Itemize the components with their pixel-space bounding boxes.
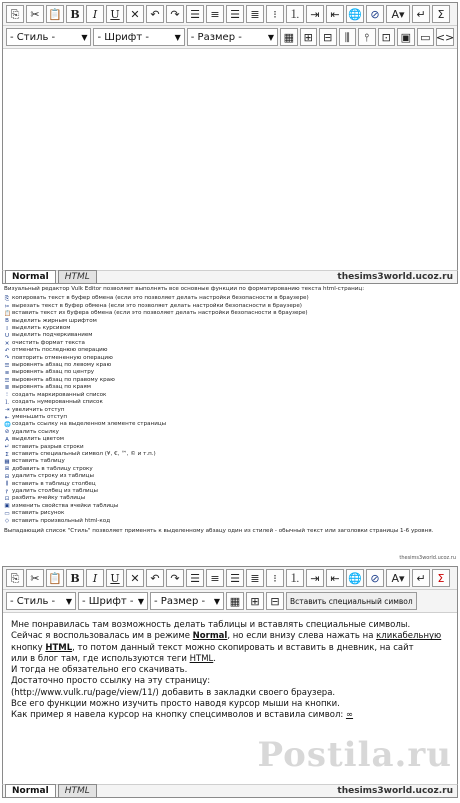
- text-line: кнопку HTML, то потом данный текст можно скопировать и вставить в дневник, на сайт: [11, 642, 414, 653]
- feature-item: [4, 340, 456, 347]
- size-select[interactable]: [150, 592, 224, 610]
- feature-label: отменить последнюю операцию: [12, 347, 108, 354]
- feature-item: [4, 421, 456, 428]
- cut-icon[interactable]: ✂: [26, 569, 44, 587]
- feature-label: выровнять абзац по краям: [12, 384, 92, 391]
- italic-button[interactable]: I: [86, 569, 104, 587]
- table-icon[interactable]: ▦: [280, 28, 298, 46]
- help-intro: Визуальный редактор Vulk Editor позволяет выполнять все основные функции по форматированию текста html-страниц:: [4, 286, 365, 292]
- chevron-down-icon: ▼: [267, 32, 275, 42]
- feature-item: [4, 384, 456, 391]
- underlined-word: кликабельную: [376, 631, 442, 642]
- text-line: И тогда не обязательно его скачивать.: [11, 665, 188, 676]
- bullet-list-icon[interactable]: ⁝: [266, 569, 284, 587]
- font-select-value: - Шрифт -: [97, 31, 149, 43]
- numbered-list-icon[interactable]: ⒈: [286, 569, 304, 587]
- redo-icon[interactable]: ↷: [166, 569, 184, 587]
- chevron-down-icon: ▼: [137, 596, 144, 606]
- undo-icon[interactable]: ↶: [146, 569, 164, 587]
- feature-icon: 🌐: [4, 422, 11, 429]
- feature-icon: ↵: [4, 444, 10, 451]
- feature-item: [4, 510, 456, 517]
- indent-icon[interactable]: ⇥: [306, 5, 324, 23]
- image-icon[interactable]: ▭: [417, 28, 435, 46]
- chevron-down-icon: ▼: [81, 32, 88, 42]
- cut-icon[interactable]: ✂: [26, 5, 44, 23]
- background-watermark: Postila.ru: [257, 735, 452, 775]
- feature-item: [4, 369, 456, 376]
- feature-icon: ⇥: [4, 407, 10, 414]
- align-center-icon[interactable]: ≡: [206, 569, 224, 587]
- italic-button[interactable]: I: [86, 5, 104, 23]
- feature-item: [4, 355, 456, 362]
- keyword-normal: Normal: [192, 631, 228, 642]
- feature-label: вставить произвольный html-код: [12, 517, 111, 524]
- feature-icon: I: [6, 325, 8, 332]
- feature-item: [4, 444, 456, 451]
- feature-label: изменить свойства ячейки таблицы: [12, 502, 119, 509]
- feature-icon: ⊟: [4, 473, 10, 480]
- text-line: Как пример я навела курсор на кнопку спецсимволов и вставила символ: ∞: [11, 710, 354, 721]
- feature-item: [4, 495, 456, 502]
- feature-icon: ⊡: [4, 496, 10, 503]
- feature-item: [4, 414, 456, 421]
- feature-item: [4, 392, 456, 399]
- feature-label: увеличить отступ: [12, 406, 65, 413]
- feature-icon: ⊞: [4, 466, 10, 473]
- feature-icon: ✕: [4, 340, 10, 347]
- font-select-value: - Шрифт -: [82, 595, 134, 607]
- feature-item: [4, 458, 456, 465]
- font-select[interactable]: [93, 28, 184, 46]
- feature-item: [4, 451, 456, 458]
- feature-icon: ◇: [4, 518, 10, 525]
- unlink-icon[interactable]: ⊘: [366, 569, 384, 587]
- bullet-list-icon[interactable]: ⁝: [266, 5, 284, 23]
- feature-item: [4, 436, 456, 443]
- text-line: Все его функции можно изучить просто наводя курсор мыши на кнопки.: [11, 699, 340, 710]
- toolbar-row-2: [3, 26, 457, 49]
- feature-label: вырезать текст в буфер обмена (если это позволяет делать настройки безопасности в браузере): [12, 302, 302, 309]
- style-select-value: - Стиль -: [10, 31, 56, 43]
- feature-icon: Σ: [5, 451, 9, 458]
- indent-icon[interactable]: ⇥: [306, 569, 324, 587]
- feature-item: [4, 362, 456, 369]
- feature-icon: ⁝: [6, 392, 8, 399]
- feature-icon: A: [5, 436, 9, 443]
- size-select-value: - Размер -: [154, 595, 206, 607]
- justify-icon[interactable]: ≣: [246, 569, 264, 587]
- style-select[interactable]: [6, 28, 91, 46]
- feature-item: [4, 518, 456, 525]
- feature-label: выровнять абзац по левому краю: [12, 362, 112, 369]
- clear-format-icon[interactable]: ✕: [126, 569, 144, 587]
- toolbar-row-1: [3, 3, 457, 26]
- feature-label: уменьшить отступ: [12, 413, 67, 420]
- text-line: (http://www.vulk.ru/page/view/11/) добавить в закладки своего браузера.: [11, 687, 336, 698]
- feature-label: вставить рисунок: [12, 510, 65, 517]
- add-row-icon[interactable]: ⊞: [246, 592, 264, 610]
- text-line: Мне понравилась там возможность делать таблицы и вставлять специальные символы.: [11, 620, 411, 630]
- font-select[interactable]: [78, 592, 148, 610]
- feature-icon: ▭: [4, 510, 10, 517]
- tab-html[interactable]: HTML: [58, 270, 97, 283]
- editor-top: [2, 2, 458, 270]
- html-code-icon[interactable]: <>: [436, 28, 454, 46]
- feature-item: [4, 318, 456, 325]
- help-section: [4, 286, 456, 535]
- feature-label: выделить цветом: [12, 436, 65, 443]
- feature-icon: ☰: [4, 377, 10, 384]
- redo-icon[interactable]: ↷: [166, 5, 184, 23]
- feature-label: выровнять абзац по правому краю: [12, 376, 115, 383]
- undo-icon[interactable]: ↶: [146, 5, 164, 23]
- bold-button[interactable]: B: [66, 5, 84, 23]
- feature-icon: U: [4, 333, 10, 340]
- align-left-icon[interactable]: ☰: [186, 569, 204, 587]
- link-icon[interactable]: 🌐: [346, 5, 364, 23]
- add-column-icon[interactable]: ⫼: [339, 28, 357, 46]
- feature-label: вставить в таблицу столбец: [12, 480, 96, 487]
- feature-label: вставить текст из буфера обмена (если это позволяет делать настройки безопасности в браузере): [12, 310, 308, 317]
- feature-item: [4, 503, 456, 510]
- help-outro: Выпадающий список "Стиль" позволяет применять к выделенному абзацу один из стилей - обычный текст или заголовки страницы 1-6 уровня.: [4, 528, 434, 534]
- special-char-tooltip: Вставить специальный символ: [286, 592, 417, 610]
- text-color-icon[interactable]: A▾: [386, 569, 410, 587]
- feature-icon: ↶: [4, 347, 10, 354]
- text-line: Сейчас я воспользовалась им в режиме Normal, но если внизу слева нажать на кликабельную: [11, 631, 442, 642]
- feature-item: [4, 377, 456, 384]
- feature-icon: ⊘: [4, 429, 10, 436]
- feature-icon: ✂: [4, 303, 10, 310]
- style-select-value: - Стиль -: [10, 595, 56, 607]
- underline-button[interactable]: U: [106, 569, 124, 587]
- feature-icon: ≡: [4, 370, 10, 377]
- feature-label: создать маркированный список: [12, 391, 107, 398]
- align-right-icon[interactable]: ☰: [226, 569, 244, 587]
- feature-item: [4, 399, 456, 406]
- feature-icon: B: [5, 318, 9, 325]
- feature-label: очистить формат текста: [12, 339, 85, 346]
- feature-label: вставить таблицу: [12, 458, 65, 465]
- copy-icon[interactable]: ⎘: [6, 569, 24, 587]
- align-center-icon[interactable]: ≡: [206, 5, 224, 23]
- copy-icon[interactable]: ⎘: [6, 5, 24, 23]
- watermark-top: thesims3world.ucoz.ru: [337, 272, 453, 282]
- delete-column-icon[interactable]: ⫯: [358, 28, 376, 46]
- outdent-icon[interactable]: ⇤: [326, 5, 344, 23]
- justify-icon[interactable]: ≣: [246, 5, 264, 23]
- size-select[interactable]: [187, 28, 278, 46]
- bold-button[interactable]: B: [66, 569, 84, 587]
- delete-row-icon[interactable]: ⊟: [319, 28, 337, 46]
- feature-label: добавить в таблицу строку: [12, 465, 93, 472]
- feature-icon: ▦: [4, 459, 10, 466]
- feature-item: [4, 332, 456, 339]
- feature-label: выровнять абзац по центру: [12, 369, 95, 376]
- small-watermark: thesims3world.ucoz.ru: [399, 555, 456, 561]
- feature-list: [4, 295, 456, 525]
- feature-label: повторить отмененную операцию: [12, 354, 113, 361]
- align-left-icon[interactable]: ☰: [186, 5, 204, 23]
- line-break-icon[interactable]: ↵: [412, 5, 430, 23]
- feature-icon: ⇤: [4, 414, 10, 421]
- paste-icon[interactable]: 📋: [46, 5, 64, 23]
- feature-icon: ⎘: [4, 296, 10, 303]
- outdent-icon[interactable]: ⇤: [326, 569, 344, 587]
- feature-label: удалить строку из таблицы: [12, 473, 94, 480]
- feature-item: [4, 473, 456, 480]
- special-char-icon[interactable]: Σ: [432, 5, 450, 23]
- toolbar2-row-2: [3, 590, 457, 613]
- tab-html[interactable]: HTML: [58, 784, 97, 797]
- mode-bar-bottom: [2, 784, 458, 798]
- feature-icon: ⫯: [5, 488, 9, 495]
- feature-label: удалить столбец из таблицы: [12, 487, 98, 494]
- feature-item: [4, 310, 456, 317]
- align-right-icon[interactable]: ☰: [226, 5, 244, 23]
- table-icon[interactable]: ▦: [226, 592, 244, 610]
- chevron-down-icon: ▼: [213, 596, 220, 606]
- watermark-bottom: thesims3world.ucoz.ru: [337, 786, 453, 796]
- feature-item: [4, 481, 456, 488]
- editor-top-area[interactable]: [3, 49, 457, 273]
- paste-icon[interactable]: 📋: [46, 569, 64, 587]
- chevron-down-icon: ▼: [174, 32, 181, 42]
- feature-label: вставить разрыв строки: [12, 443, 84, 450]
- feature-item: [4, 295, 456, 302]
- keyword-html: HTML: [45, 642, 73, 653]
- feature-icon: ⫼: [5, 481, 9, 488]
- feature-icon: ▣: [4, 503, 10, 510]
- toolbar2-row-1: [3, 567, 457, 590]
- feature-label: удалить ссылку: [12, 428, 59, 435]
- split-cell-icon[interactable]: ⊡: [378, 28, 396, 46]
- tab-normal[interactable]: Normal: [5, 270, 56, 283]
- special-char-icon[interactable]: Σ: [432, 569, 450, 587]
- feature-icon: ⒈: [4, 399, 10, 406]
- feature-label: выделить жирным шрифтом: [12, 317, 97, 324]
- add-row-icon[interactable]: ⊞: [300, 28, 318, 46]
- clear-format-icon[interactable]: ✕: [126, 5, 144, 23]
- text-color-icon[interactable]: A▾: [386, 5, 410, 23]
- feature-label: создать ссылку на выделенном элементе страницы: [12, 421, 167, 428]
- size-select-value: - Размер -: [190, 31, 242, 43]
- feature-item: [4, 347, 456, 354]
- feature-label: копировать текст в буфер обмена (если это позволяет делать настройки безопасности в браузере): [12, 295, 309, 302]
- feature-icon: ≣: [4, 384, 10, 391]
- keyword-html-2: HTML: [189, 653, 214, 664]
- feature-item: [4, 407, 456, 414]
- style-select[interactable]: [6, 592, 76, 610]
- text-line: или в блог там, где используются теги HTML.: [11, 653, 216, 664]
- line-break-icon[interactable]: ↵: [412, 569, 430, 587]
- delete-row-icon[interactable]: ⊟: [266, 592, 284, 610]
- cell-properties-icon[interactable]: ▣: [397, 28, 415, 46]
- underline-button[interactable]: U: [106, 5, 124, 23]
- feature-label: выделить курсивом: [12, 325, 71, 332]
- feature-label: разбить ячейку таблицы: [12, 495, 86, 502]
- feature-item: [4, 325, 456, 332]
- feature-icon: ☰: [4, 362, 10, 369]
- feature-icon: ↷: [4, 355, 10, 362]
- feature-item: [4, 429, 456, 436]
- feature-label: вставить специальный символ (¥, €, ™, © и т.п.): [12, 450, 156, 457]
- numbered-list-icon[interactable]: ⒈: [286, 5, 304, 23]
- link-icon[interactable]: 🌐: [346, 569, 364, 587]
- feature-label: выделить подчеркиванием: [12, 332, 93, 339]
- unlink-icon[interactable]: ⊘: [366, 5, 384, 23]
- feature-label: создать нумерованный список: [12, 399, 103, 406]
- feature-icon: 📋: [4, 310, 11, 317]
- chevron-down-icon: ▼: [65, 596, 72, 606]
- infinity-symbol: ∞: [345, 710, 354, 721]
- tab-normal[interactable]: Normal: [5, 784, 56, 797]
- text-line: Достаточно просто ссылку на эту страницу:: [11, 676, 211, 687]
- feature-item: [4, 466, 456, 473]
- mode-bar-top: [2, 270, 458, 284]
